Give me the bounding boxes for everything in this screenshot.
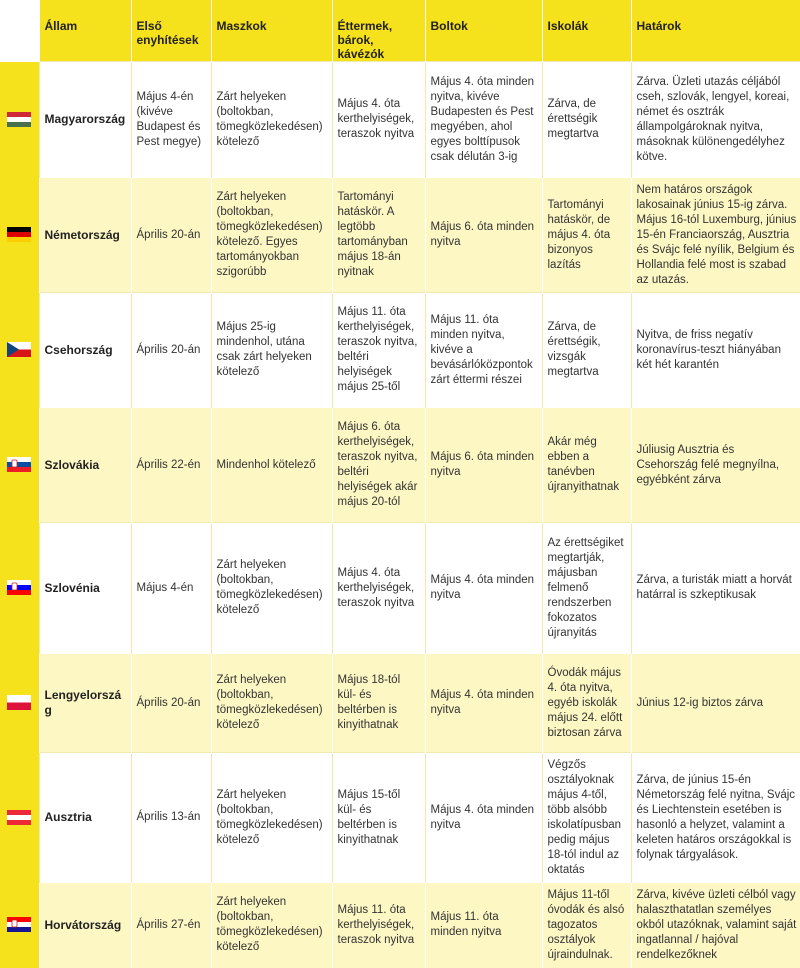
- header-state: Állam: [39, 0, 131, 62]
- flag-cell: [0, 62, 39, 178]
- cell-restaurants: Május 6. óta kerthelyiségek, teraszok nyitva, beltéri helyiségek akár május 20-tól: [332, 408, 425, 523]
- cell-restaurants: Május 11. óta kerthelyiségek, teraszok nyitva: [332, 883, 425, 968]
- flag-czechia-icon: [7, 342, 31, 357]
- cell-shops: Május 4. óta minden nyitva: [425, 523, 542, 654]
- cell-restaurants: Május 18-tól kül- és beltérben is kinyithatnak: [332, 654, 425, 753]
- cell-masks: Zárt helyeken (boltokban, tömegközlekedésen) kötelező: [211, 654, 332, 753]
- cell-borders: Nem határos országok lakosainak június 15-ig zárva. Május 16-tól Luxemburg, június 15-én Franciaország, Ausztria és Svájc felé nyílik, Belgium és Hollandia felé most is szabad az utazás.: [631, 178, 800, 293]
- flag-cell: [0, 753, 39, 883]
- cell-borders: Júliusig Ausztria és Csehország felé megnyílna, egyébként zárva: [631, 408, 800, 523]
- cell-shops: Május 6. óta minden nyitva: [425, 178, 542, 293]
- header-shops: Boltok: [425, 0, 542, 62]
- cell-first-easing: Április 27-én: [131, 883, 211, 968]
- table-row: [0, 408, 800, 523]
- cell-state: Magyarország: [39, 62, 131, 178]
- cell-masks: Zárt helyeken (boltokban, tömegközlekedésen) kötelező. Egyes tartományokban szigorúbb: [211, 178, 332, 293]
- cell-shops: Május 4. óta minden nyitva: [425, 654, 542, 753]
- flag-slovakia-icon: [7, 457, 31, 472]
- flag-slovenia-icon: [7, 580, 31, 595]
- cell-borders: Zárva. Üzleti utazás céljából cseh, szlovák, lengyel, koreai, német és osztrák állampolgároknak nyitva, másoknak különengedélyhez kötve.: [631, 62, 800, 178]
- cell-masks: Zárt helyeken (boltokban, tömegközlekedésen) kötelező: [211, 753, 332, 883]
- header-borders: Határok: [631, 0, 800, 62]
- flag-cell: [0, 523, 39, 654]
- header-masks: Maszkok: [211, 0, 332, 62]
- cell-masks: Mindenhol kötelező: [211, 408, 332, 523]
- cell-state: Lengyelország: [39, 654, 131, 753]
- cell-restaurants: Május 15-től kül- és beltérben is kinyithatnak: [332, 753, 425, 883]
- cell-first-easing: Április 22-én: [131, 408, 211, 523]
- cell-borders: Zárva, de június 15-én Németország felé nyitna, Svájc és Liechtenstein esetében is hasonló a helyzet, valamint a keleten határos országokkal is folynak tárgyalások.: [631, 753, 800, 883]
- cell-state: Szlovénia: [39, 523, 131, 654]
- cell-borders: Nyitva, de friss negatív koronavírus-teszt hiányában két hét karantén: [631, 293, 800, 408]
- cell-shops: Május 4. óta minden nyitva: [425, 753, 542, 883]
- flag-germany-icon: [7, 227, 31, 242]
- cell-schools: Akár még ebben a tanévben újranyithatnak: [542, 408, 631, 523]
- table-row: [0, 654, 800, 753]
- cell-schools: Óvodák május 4. óta nyitva, egyéb iskolák május 24. előtt biztosan zárva: [542, 654, 631, 753]
- cell-schools: Zárva, de érettségik, vizsgák megtartva: [542, 293, 631, 408]
- flag-cell: [0, 178, 39, 293]
- table-row: [0, 883, 800, 968]
- cell-state: Ausztria: [39, 753, 131, 883]
- cell-borders: Zárva, a turisták miatt a horvát határral is szkeptikusak: [631, 523, 800, 654]
- flag-cell: [0, 883, 39, 968]
- header-restaurants: Éttermek, bárok, kávézók: [332, 0, 425, 62]
- table-row: [0, 523, 800, 654]
- cell-restaurants: Május 11. óta kerthelyiségek, teraszok nyitva, beltéri helyiségek május 25-től: [332, 293, 425, 408]
- table-row: [0, 293, 800, 408]
- cell-schools: Május 11-től óvodák és alsó tagozatos osztályok újraindulnak.: [542, 883, 631, 968]
- cell-first-easing: Április 20-án: [131, 178, 211, 293]
- flag-croatia-icon: [7, 917, 31, 932]
- cell-shops: Május 11. óta minden nyitva: [425, 883, 542, 968]
- cell-restaurants: Tartományi hatáskör. A legtöbb tartományban május 18-án nyitnak: [332, 178, 425, 293]
- cell-schools: Tartományi hatáskör, de május 4. óta bizonyos lazítás: [542, 178, 631, 293]
- cell-first-easing: Május 4-én (kivéve Budapest és Pest megye): [131, 62, 211, 178]
- cell-schools: Végzős osztályoknak május 4-től, több alsóbb iskolatípusban pedig május 18-tól indul az oktatás: [542, 753, 631, 883]
- cell-shops: Május 4. óta minden nyitva, kivéve Budapesten és Pest megyében, ahol egyes bolttípusok csak délután 3-ig: [425, 62, 542, 178]
- table-row: [0, 753, 800, 883]
- flag-cell: [0, 408, 39, 523]
- cell-first-easing: Április 20-án: [131, 654, 211, 753]
- cell-shops: Május 6. óta minden nyitva: [425, 408, 542, 523]
- flag-hungary-icon: [7, 112, 31, 127]
- cell-shops: Május 11. óta minden nyitva, kivéve a bevásárlóközpontok zárt éttermi részei: [425, 293, 542, 408]
- cell-masks: Zárt helyeken (boltokban, tömegközlekedésen) kötelező: [211, 883, 332, 968]
- cell-masks: Május 25-ig mindenhol, utána csak zárt helyeken kötelező: [211, 293, 332, 408]
- table-row: [0, 62, 800, 178]
- cell-restaurants: Május 4. óta kerthelyiségek, teraszok nyitva: [332, 62, 425, 178]
- cell-state: Szlovákia: [39, 408, 131, 523]
- cell-borders: Zárva, kivéve üzleti célból vagy halaszthatatlan személyes okból utazóknak, valamint saját ingatlannal / hajóval rendelkezőknek: [631, 883, 800, 968]
- cell-schools: Zárva, de érettségik megtartva: [542, 62, 631, 178]
- cell-schools: Az érettségiket megtartják, májusban felmenő rendszerben fokozatos újranyitás: [542, 523, 631, 654]
- cell-restaurants: Május 4. óta kerthelyiségek, teraszok nyitva: [332, 523, 425, 654]
- cell-state: Németország: [39, 178, 131, 293]
- cell-masks: Zárt helyeken (boltokban, tömegközlekedésen) kötelező: [211, 62, 332, 178]
- cell-borders: Június 12-ig biztos zárva: [631, 654, 800, 753]
- cell-first-easing: Április 13-án: [131, 753, 211, 883]
- flag-column-header: [0, 0, 39, 62]
- header-schools: Iskolák: [542, 0, 631, 62]
- table-header-row: [0, 0, 800, 62]
- cell-state: Csehország: [39, 293, 131, 408]
- flag-cell: [0, 654, 39, 753]
- flag-cell: [0, 293, 39, 408]
- header-first-easing: Első enyhítések: [131, 0, 211, 62]
- flag-poland-icon: [7, 695, 31, 710]
- cell-masks: Zárt helyeken (boltokban, tömegközlekedésen) kötelező: [211, 523, 332, 654]
- table-row: [0, 178, 800, 293]
- cell-first-easing: Május 4-én: [131, 523, 211, 654]
- flag-austria-icon: [7, 810, 31, 825]
- cell-state: Horvátország: [39, 883, 131, 968]
- cell-first-easing: Április 20-án: [131, 293, 211, 408]
